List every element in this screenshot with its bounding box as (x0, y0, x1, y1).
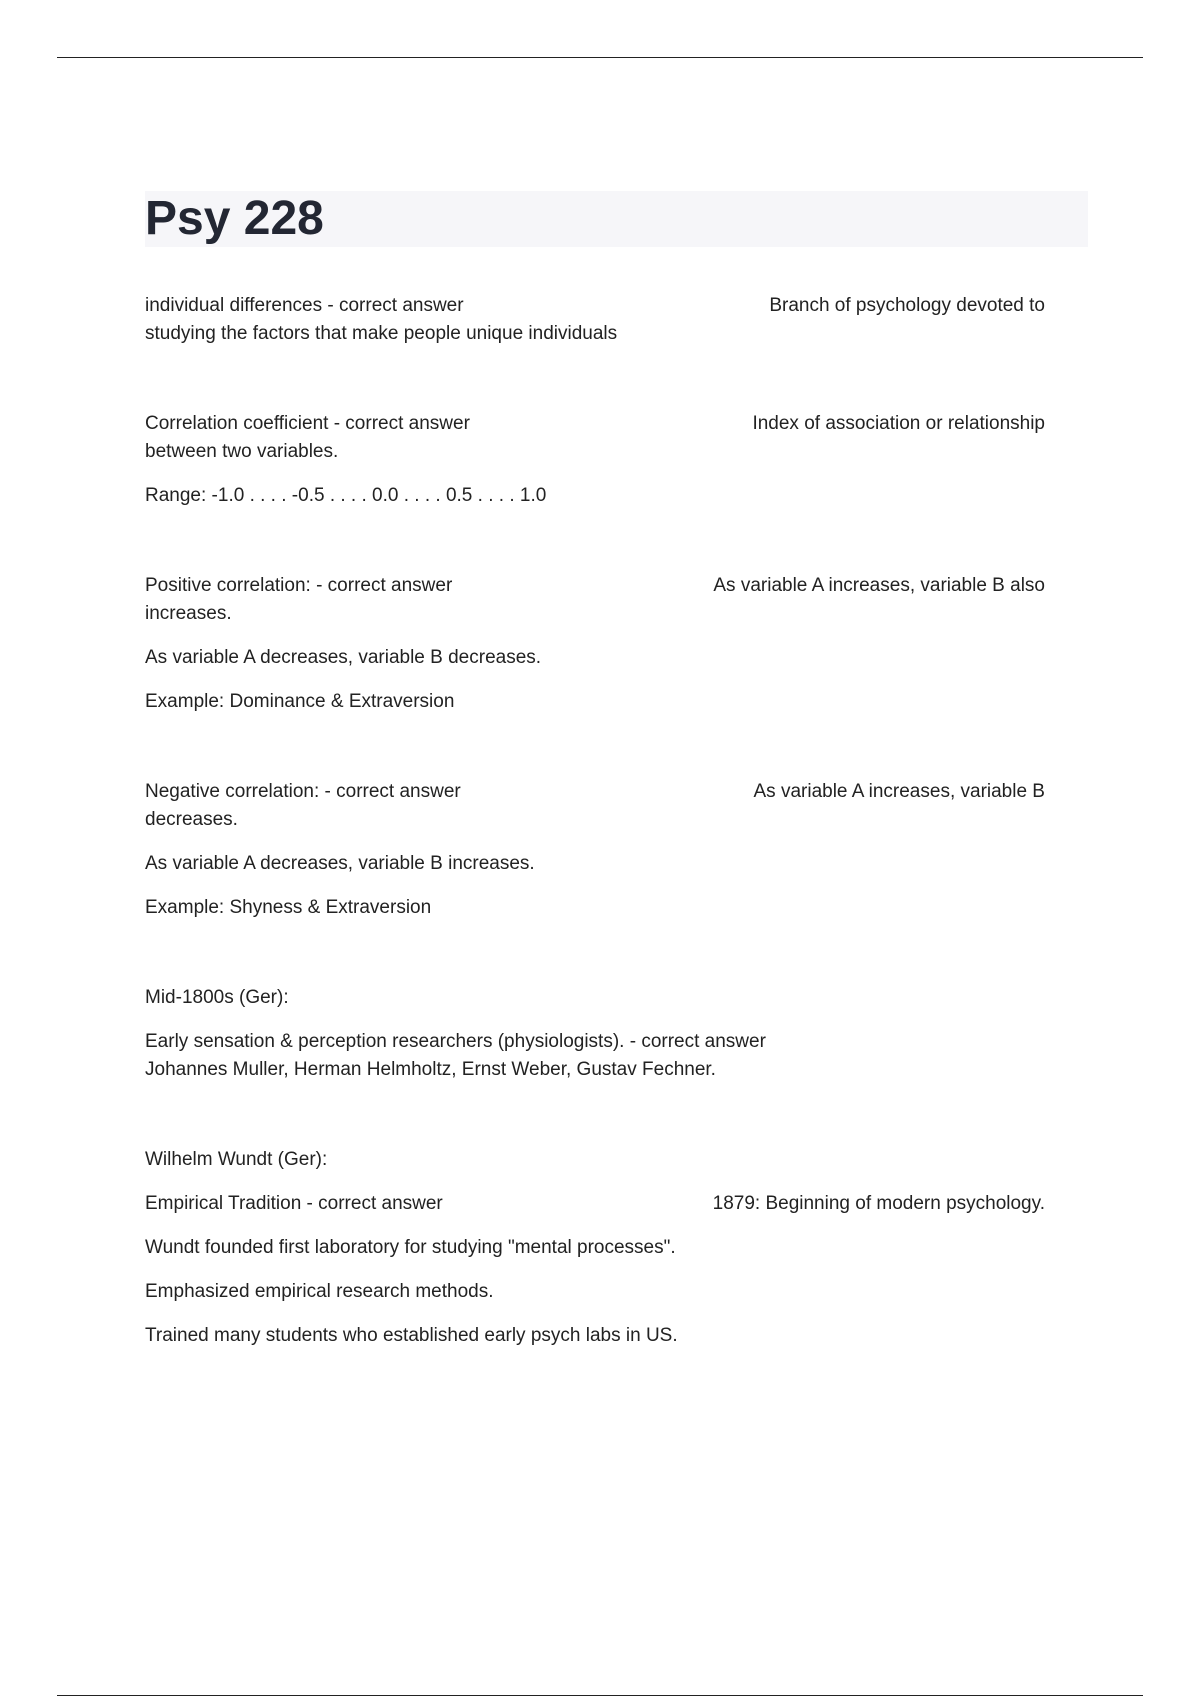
entry-range: Range: -1.0 . . . . -0.5 . . . . 0.0 . . . . 0.5 . . . . 1.0 (145, 485, 547, 506)
entry-term: individual differences - correct answer (145, 295, 464, 316)
entry-mid-1800s (145, 984, 1065, 1084)
entry-example: Example: Shyness & Extraversion (145, 897, 432, 918)
entry-definition: As variable A increases, variable B also (713, 575, 1045, 596)
entry-definition: 1879: Beginning of modern psychology. (712, 1193, 1045, 1214)
entry-negative-correlation (145, 778, 1065, 922)
entry-positive-correlation (145, 572, 1065, 716)
entry-extra-line: Emphasized empirical research methods. (145, 1281, 494, 1302)
entry-term: Correlation coefficient - correct answer (145, 413, 470, 434)
entry-definition: Index of association or relationship (752, 413, 1045, 434)
bottom-rule (57, 1695, 1143, 1696)
entry-continuation: decreases. (145, 809, 238, 830)
section-heading: Wilhelm Wundt (Ger): (145, 1149, 328, 1170)
entry-correlation-coefficient (145, 410, 1065, 510)
document-title: Psy 228 (145, 192, 324, 245)
top-rule (57, 57, 1143, 58)
entry-extra-line: Wundt founded first laboratory for studying "mental processes". (145, 1237, 676, 1258)
entry-term: Positive correlation: - correct answer (145, 575, 453, 596)
document-body (145, 292, 1065, 1412)
entry-individual-differences (145, 292, 1065, 348)
entry-extra-line: As variable A decreases, variable B decreases. (145, 647, 542, 668)
entry-extra-line: Trained many students who established early psych labs in US. (145, 1325, 678, 1346)
entry-wilhelm-wundt (145, 1146, 1065, 1350)
entry-continuation: studying the factors that make people unique individuals (145, 323, 618, 344)
entry-term: Empirical Tradition - correct answer (145, 1193, 443, 1214)
entry-term: Negative correlation: - correct answer (145, 781, 461, 802)
entry-continuation: Johannes Muller, Herman Helmholtz, Ernst Weber, Gustav Fechner. (145, 1059, 716, 1080)
entry-example: Example: Dominance & Extraversion (145, 691, 455, 712)
entry-continuation: increases. (145, 603, 232, 624)
entry-extra-line: As variable A decreases, variable B increases. (145, 853, 535, 874)
entry-term: Early sensation & perception researchers (physiologists). - correct answer (145, 1031, 766, 1052)
entry-definition: As variable A increases, variable B (753, 781, 1045, 802)
section-heading: Mid-1800s (Ger): (145, 987, 289, 1008)
entry-definition: Branch of psychology devoted to (769, 295, 1045, 316)
entry-continuation: between two variables. (145, 441, 339, 462)
